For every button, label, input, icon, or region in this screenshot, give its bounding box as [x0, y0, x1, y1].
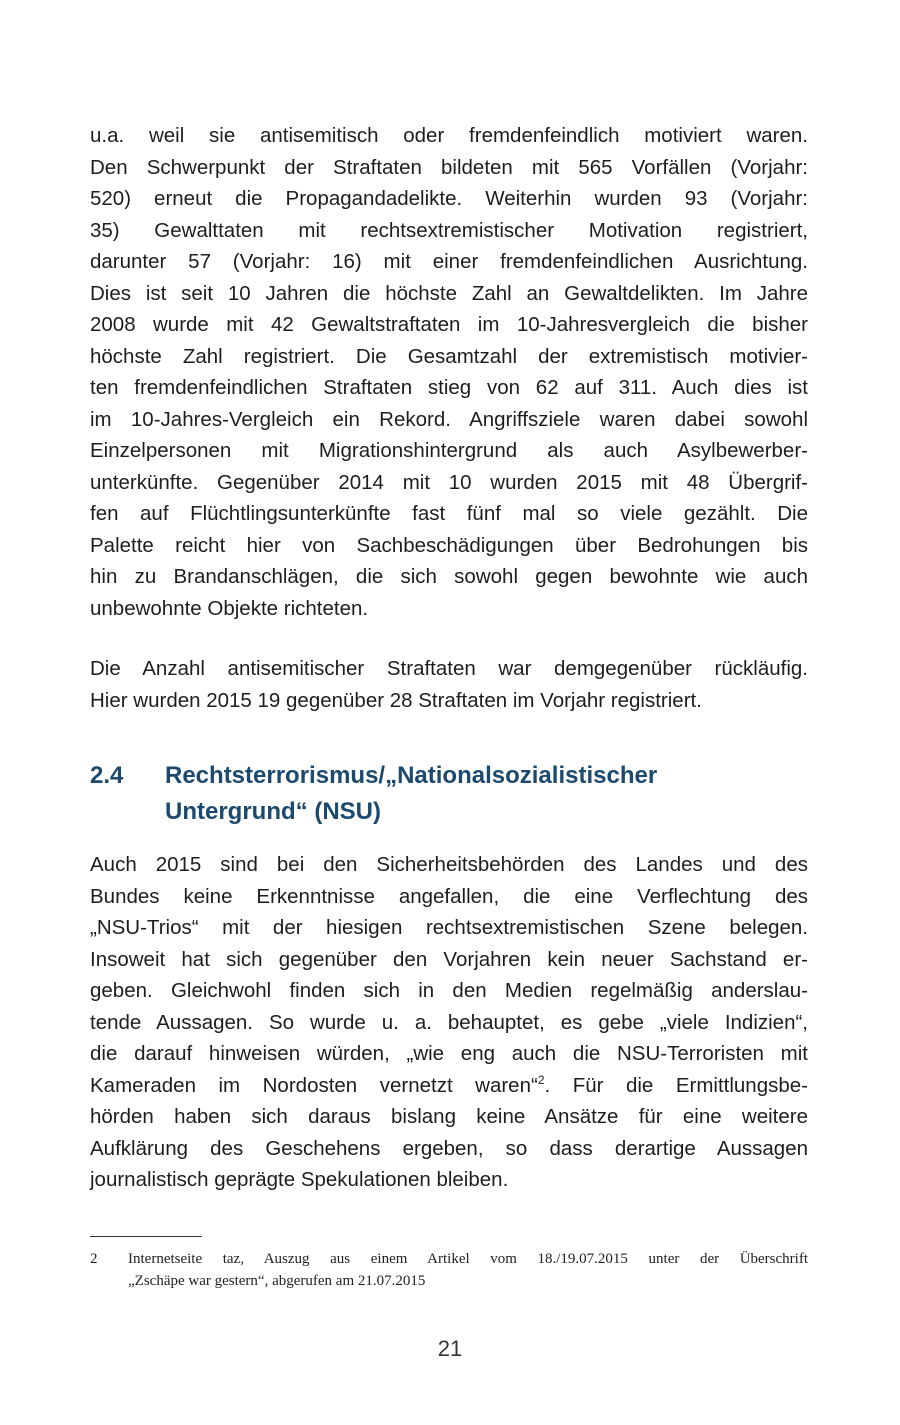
- text-line: unbewohnte Objekte richteten.: [90, 596, 369, 620]
- footnote: [90, 1248, 808, 1292]
- footnote-divider: [90, 1236, 202, 1237]
- text-line: Hier wurden 2015 19 gegenüber 28 Straftaten im Vorjahr registriert.: [90, 688, 702, 712]
- section-number: 2.4: [90, 762, 124, 789]
- text-line: 2008 wurde mit 42 Gewaltstraftaten im 10-Jahresvergleich die bisher: [90, 313, 808, 336]
- text-line: Palette reicht hier von Sachbeschädigungen über Bedrohungen bis: [90, 533, 808, 557]
- section-title: Rechtsterrorismus/„Nationalsozialistischer Untergrund“ (NSU): [165, 762, 658, 825]
- text-line: u.a. weil sie antisemitisch oder fremdenfeindlich motiviert waren.: [90, 124, 808, 147]
- text-line: „NSU-Trios“ mit der hiesigen rechtsextremistischen Szene belegen.: [90, 916, 808, 939]
- text-line: 35) Gewalttaten mit rechtsextremistischer Motivation registriert,: [90, 218, 808, 242]
- text-line: hörden haben sich daraus bislang keine Ansätze für eine weitere: [90, 1105, 808, 1128]
- text-line: Insoweit hat sich gegenüber den Vorjahren kein neuer Sachstand er-: [90, 947, 808, 971]
- body-paragraph-1: [90, 120, 808, 624]
- text-line: im 10-Jahres-Vergleich ein Rekord. Angriffsziele waren dabei sowohl: [90, 407, 808, 431]
- body-paragraph-3: [90, 849, 808, 1196]
- footnote-number: 2: [90, 1251, 98, 1267]
- text-line: journalistisch geprägte Spekulationen bleiben.: [90, 1168, 509, 1191]
- text-line: Dies ist seit 10 Jahren die höchste Zahl an Gewaltdelikten. Im Jahre: [90, 281, 808, 305]
- text-line: darunter 57 (Vorjahr: 16) mit einer fremdenfeindlichen Ausrichtung.: [90, 250, 808, 273]
- footnote-reference[interactable]: 2: [537, 1072, 545, 1087]
- text-line: Kameraden im Nordosten vernetzt waren“$^2$. Für die Ermittlungsbe-: [90, 1072, 808, 1097]
- footnote-text-line-1: Internetseite taz, Auszug aus einem Artikel vom 18./19.07.2015 unter der Überschrift: [128, 1251, 808, 1267]
- text-line: hin zu Brandanschlägen, die sich sowohl gegen bewohnte wie auch: [90, 565, 808, 588]
- text-line: ten fremdenfeindlichen Straftaten stieg von 62 auf 311. Auch dies ist: [90, 376, 808, 399]
- text-line: Aufklärung des Geschehens ergeben, so dass derartige Aussagen: [90, 1136, 808, 1160]
- body-paragraph-2: [90, 653, 808, 716]
- text-line: Einzelpersonen mit Migrationshintergrund als auch Asylbewerber-: [90, 439, 808, 462]
- text-line: höchste Zahl registriert. Die Gesamtzahl der extremistisch motivier-: [90, 344, 808, 368]
- text-line: Den Schwerpunkt der Straftaten bildeten mit 565 Vorfällen (Vorjahr:: [90, 155, 808, 179]
- text-line: Die Anzahl antisemitischer Straftaten war demgegenüber rückläufig.: [90, 657, 808, 680]
- text-line: geben. Gleichwohl finden sich in den Medien regelmäßig anderslau-: [90, 979, 808, 1002]
- text-line: die darauf hinweisen würden, „wie eng auch die NSU-Terroristen mit: [90, 1042, 808, 1065]
- footnote-text-line-2: „Zschäpe war gestern“, abgerufen am 21.07.2015: [128, 1273, 426, 1289]
- text-line: 520) erneut die Propagandadelikte. Weiterhin wurden 93 (Vorjahr:: [90, 187, 808, 210]
- text-line: tende Aussagen. So wurde u. a. behauptet, es gebe „viele Indizien“,: [90, 1010, 808, 1034]
- page-number: 21: [437, 1336, 463, 1361]
- text-line: unterkünfte. Gegenüber 2014 mit 10 wurden 2015 mit 48 Übergrif-: [90, 470, 808, 494]
- text-line: fen auf Flüchtlingsunterkünfte fast fünf mal so viele gezählt. Die: [90, 502, 808, 525]
- text-line: Bundes keine Erkenntnisse angefallen, die eine Verflechtung des: [90, 884, 808, 908]
- text-line: Auch 2015 sind bei den Sicherheitsbehörden des Landes und des: [90, 853, 808, 876]
